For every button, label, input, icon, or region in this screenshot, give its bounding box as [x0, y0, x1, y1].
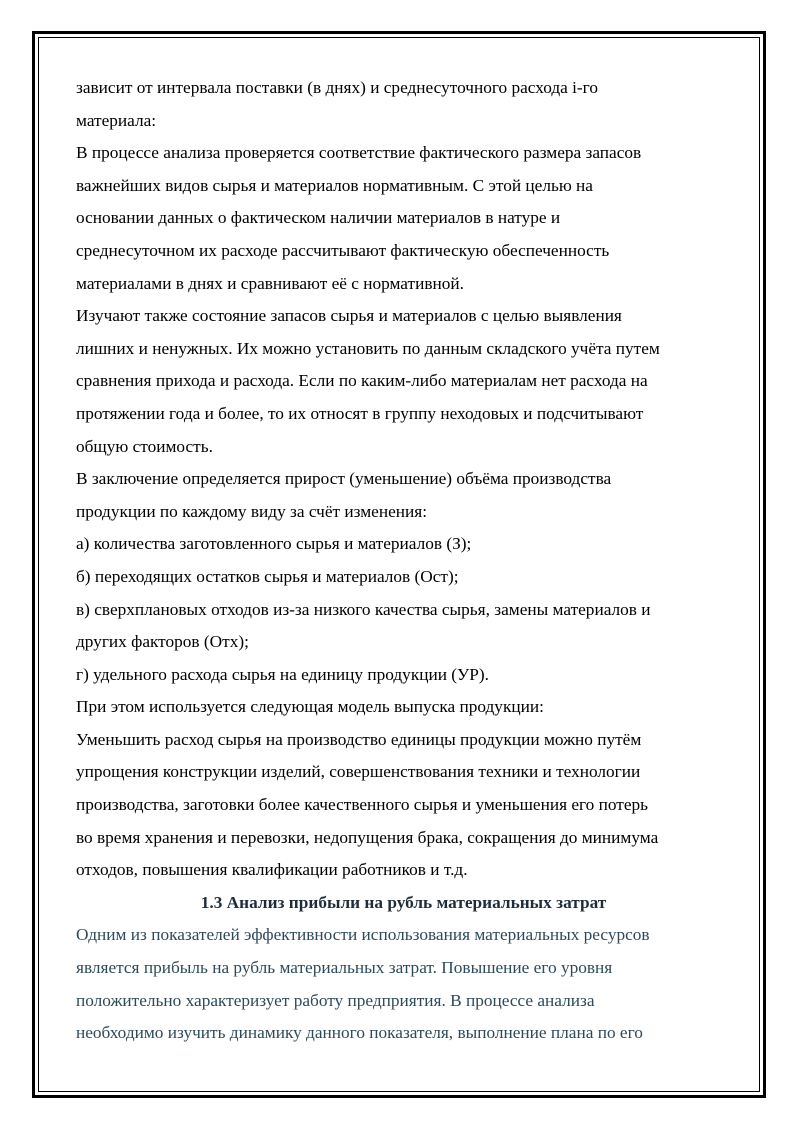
text-line: протяжении года и более, то их относят в группу неходовых и подсчитывают [76, 403, 644, 423]
text-line: Одним из показателей эффективности использования материальных ресурсов [76, 925, 650, 945]
text-line: При этом используется следующая модель выпуска продукции: [76, 697, 544, 717]
text-line: производства, заготовки более качественного сырья и уменьшения его потерь [76, 795, 649, 815]
text-line: во время хранения и перевозки, недопущения брака, сокращения до минимума [76, 827, 659, 847]
text-line: Уменьшить расход сырья на производство единицы продукции можно путём [76, 729, 642, 749]
list-item: других факторов (Отх); [76, 632, 249, 652]
text-line: положительно характеризует работу предприятия. В процессе анализа [76, 990, 595, 1010]
text-line: лишних и ненужных. Их можно установить по данным складского учёта путем [76, 338, 660, 358]
text-line: основании данных о фактическом наличии материалов в натуре и [76, 208, 561, 228]
list-item: а) количества заготовленного сырья и материалов (З); [76, 534, 472, 554]
text-line: необходимо изучить динамику данного показателя, выполнение плана по его [76, 1023, 643, 1043]
text-line: упрощения конструкции изделий, совершенствования техники и технологии [76, 762, 641, 782]
text-line: материалами в днях и сравнивают её с нормативной. [76, 273, 464, 293]
text-line: В процессе анализа проверяется соответствие фактического размера запасов [76, 143, 642, 163]
text-line: материала: [76, 110, 157, 130]
text-line: является прибыль на рубль материальных затрат. Повышение его уровня [76, 958, 613, 978]
text-line: общую стоимость. [76, 436, 213, 456]
text-line: отходов, повышения квалификации работников и т.д. [76, 860, 468, 880]
list-item: в) сверхплановых отходов из-за низкого качества сырья, замены материалов и [76, 599, 651, 619]
list-item: г) удельного расхода сырья на единицу продукции (УР). [76, 664, 489, 684]
text-line: В заключение определяется прирост (уменьшение) объёма производства [76, 469, 612, 489]
text-line: зависит от интервала поставки (в днях) и среднесуточного расхода i-го [76, 78, 598, 97]
section-heading: 1.3 Анализ прибыли на рубль материальных затрат [200, 892, 607, 912]
text-line: важнейших видов сырья и материалов нормативным. С этой целью на [76, 175, 593, 195]
text-line: Изучают также состояние запасов сырья и материалов с целью выявления [76, 306, 622, 326]
text-line: среднесуточном их расходе рассчитывают фактическую обеспеченность [76, 240, 610, 260]
document-body [76, 72, 731, 1050]
text-line: продукции по каждому виду за счёт изменения: [76, 501, 428, 521]
list-item: б) переходящих остатков сырья и материалов (Ост); [76, 566, 459, 586]
text-line: сравнения прихода и расхода. Если по каким-либо материалам нет расхода на [76, 371, 648, 391]
